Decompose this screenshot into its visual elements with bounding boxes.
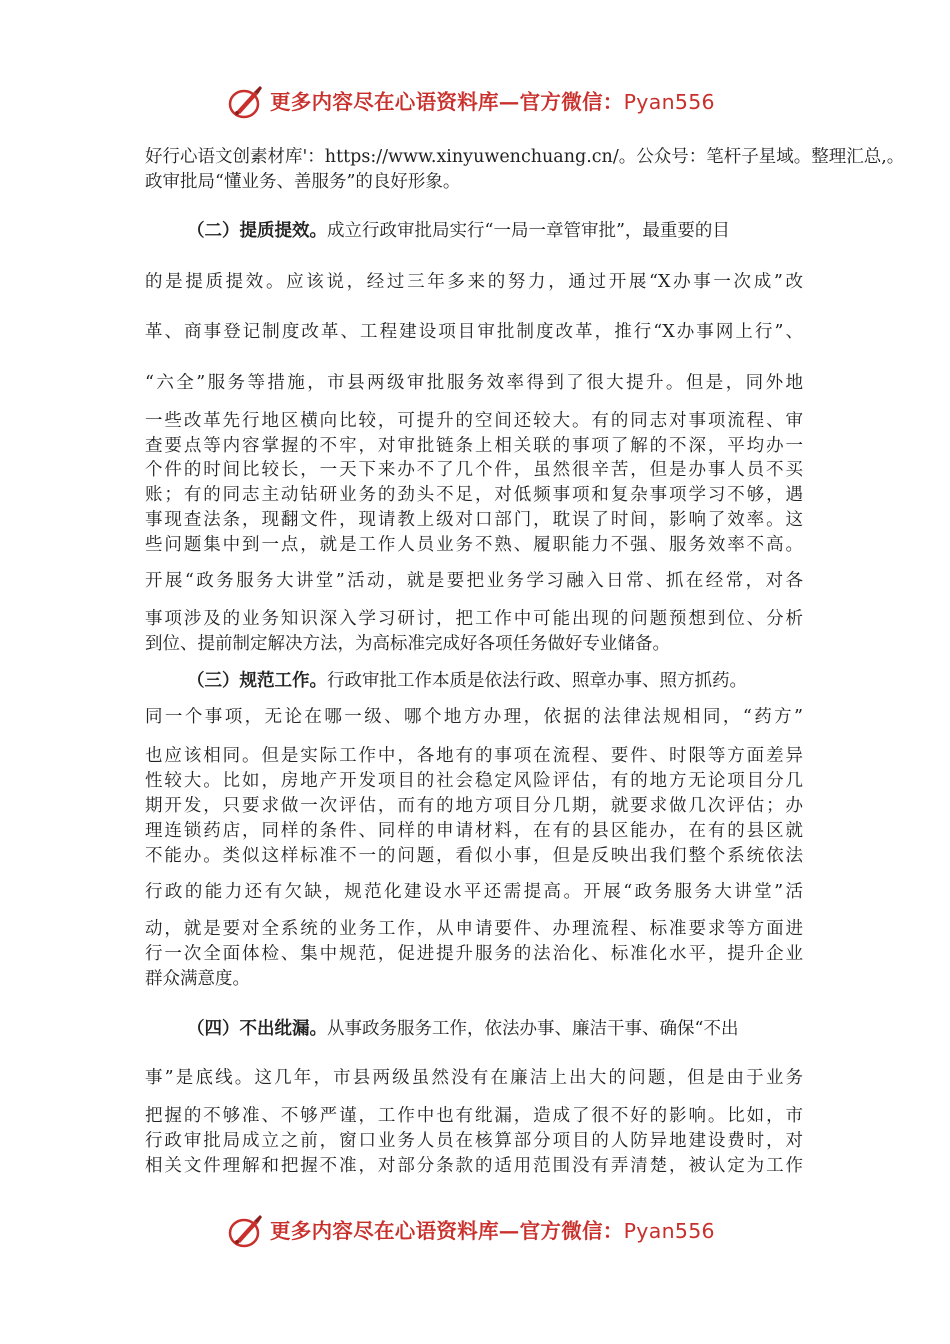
- text-line-25: 行一次全面体检、集中规范，促进提升服务的法治化、标准化水平，提升企业: [145, 944, 803, 964]
- heading-line-2: [187, 220, 730, 242]
- footer-banner: [0, 1206, 950, 1256]
- text-line-9: 个件的时间比较长，一天下来办不了几个件，虽然很辛苦，但是办事人员不买: [145, 460, 803, 480]
- text-line-7: 一些改革先行地区横向比较，可提升的空间还较大。有的同志对事项流程、审: [145, 411, 803, 431]
- text-line-6: “六全”服务等措施，市县两级审批服务效率得到了很大提升。但是，同外地: [145, 373, 803, 393]
- header-banner: [0, 77, 950, 127]
- banner-wechat-id: Pyan556: [623, 1219, 715, 1243]
- banner-wechat-id: Pyan556: [623, 90, 715, 114]
- pen-logo-icon: [226, 1211, 266, 1251]
- section-text: 从事政务服务工作，依法办事、廉洁干事、确保“不出: [327, 1019, 739, 1039]
- section-text: 行政审批工作本质是依法行政、照章办事、照方抓药。: [327, 671, 747, 691]
- banner-slogan: 更多内容尽在心语资料库—官方微信：: [270, 1219, 624, 1243]
- heading-line-3: [187, 670, 747, 692]
- text-line-21: 理连锁药店，同样的条件、同样的申请材料，在有的县区能办，在有的县区就: [145, 821, 803, 841]
- text-line-17: 同一个事项，无论在哪一级、哪个地方办理，依据的法律法规相同，“药方”: [145, 707, 803, 727]
- text-line-4: 的是提质提效。应该说，经过三年多来的努力，通过开展“X办事一次成”改: [145, 272, 803, 292]
- text-line-14: 事项涉及的业务知识深入学习研讨，把工作中可能出现的问题预想到位、分析: [145, 609, 803, 629]
- section-heading: （三）规范工作。: [187, 671, 327, 691]
- section-heading: （四）不出纰漏。: [187, 1019, 327, 1039]
- pen-logo-icon: [226, 82, 266, 122]
- text-line-11: 事现查法条，现翻文件，现请教上级对口部门，耽误了时间，影响了效率。这: [145, 510, 803, 530]
- text-line-12: 些问题集中到一点，就是工作人员业务不熟、履职能力不强、服务效率不高。: [145, 535, 803, 555]
- text-line-31: 相关文件理解和把握不准，对部分条款的适用范围没有弄清楚，被认定为工作: [145, 1156, 803, 1176]
- text-line-20: 期开发，只要求做一次评估，而有的地方项目分几期，就要求做几次评估；办: [145, 796, 803, 816]
- text-line-18: 也应该相同。但是实际工作中，各地有的事项在流程、要件、时限等方面差异: [145, 746, 803, 766]
- banner-text: [270, 1214, 715, 1244]
- text-line-29: 把握的不够准、不够严谨，工作中也有纰漏，造成了很不好的影响。比如，市: [145, 1106, 803, 1126]
- text-line-30: 行政审批局成立之前，窗口业务人员在核算部分项目的人防异地建设费时，对: [145, 1131, 803, 1151]
- text-line-23: 行政的能力还有欠缺，规范化建设水平还需提高。开展“政务服务大讲堂”活: [145, 882, 803, 902]
- text-line-28: 事”是底线。这几年，市县两级虽然没有在廉洁上出大的问题，但是由于业务: [145, 1068, 803, 1088]
- text-line-19: 性较大。比如，房地产开发项目的社会稳定风险评估，有的地方无论项目分几: [145, 771, 803, 791]
- text-line-22: 不能办。类似这样标准不一的问题，看似小事，但是反映出我们整个系统依法: [145, 846, 803, 866]
- heading-line-4: [187, 1018, 738, 1040]
- section-heading: （二）提质提效。: [187, 221, 327, 241]
- text-line-2: 政审批局“懂业务、善服务”的良好形象。: [145, 172, 461, 192]
- text-line-5: 革、商事登记制度改革、工程建设项目审批制度改革，推行“X办事网上行”、: [145, 322, 803, 342]
- text-line-26: 群众满意度。: [145, 969, 250, 989]
- text-line-24: 动，就是要对全系统的业务工作，从申请要件、办理流程、标准要求等方面进: [145, 919, 803, 939]
- text-line-15: 到位、提前制定解决方法，为高标准完成好各项任务做好专业储备。: [145, 634, 670, 654]
- banner-text: [270, 85, 715, 115]
- text-line-1: 好行心语文创素材库'：https://www.xinyuwenchuang.cn/。公众号：笔杆子星域。整理汇总,。: [145, 147, 905, 167]
- text-line-10: 账；有的同志主动钻研业务的劲头不足，对低频事项和复杂事项学习不够，遇: [145, 485, 803, 505]
- text-line-8: 查要点等内容掌握的不牢，对审批链条上相关联的事项了解的不深，平均办一: [145, 436, 803, 456]
- section-text: 成立行政审批局实行“一局一章管审批”，最重要的目: [327, 221, 730, 241]
- text-line-13: 开展“政务服务大讲堂”活动，就是要把业务学习融入日常、抓在经常，对各: [145, 571, 803, 591]
- banner-slogan: 更多内容尽在心语资料库—官方微信：: [270, 90, 624, 114]
